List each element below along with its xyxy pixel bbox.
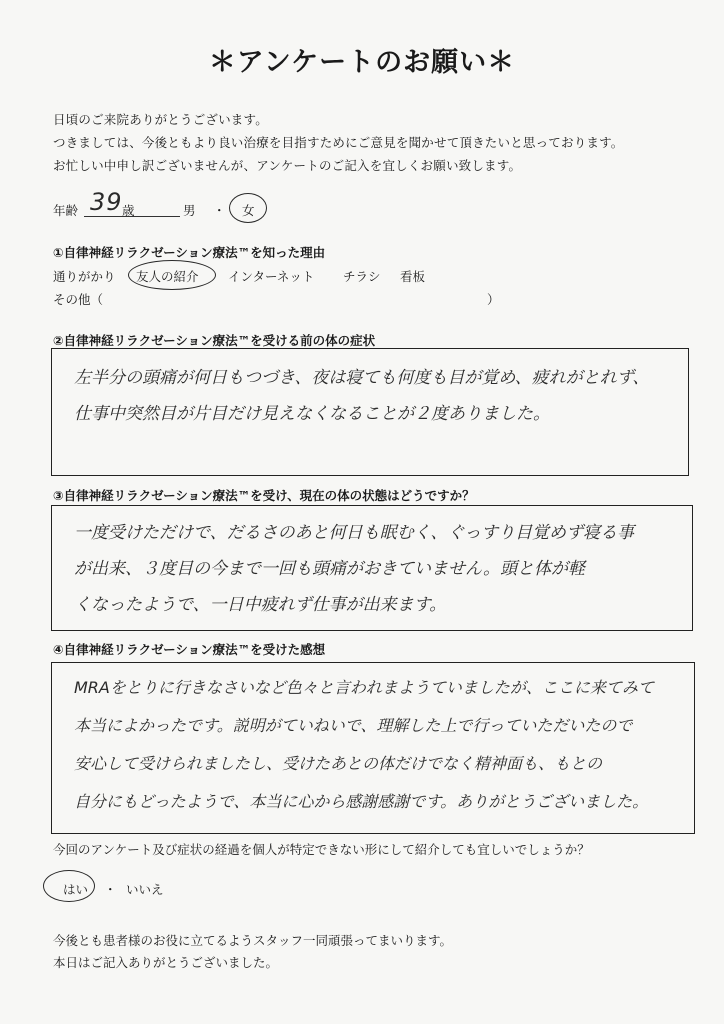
footer-line-2: 本日はご記入ありがとうございました。	[53, 955, 279, 970]
consent-no[interactable]: いいえ	[126, 882, 164, 897]
q4-answer-line-3: 安心して受けられましたし、受けたあとの体だけでなく精神面も、もとの	[74, 754, 603, 773]
q2-label: ②自律神経リラクゼーション療法™を受ける前の体の症状	[53, 333, 376, 348]
q1-option-internet[interactable]: インターネット	[228, 269, 315, 284]
q1-option-passing[interactable]: 通りがかり	[53, 269, 116, 284]
footer-line-1: 今後とも患者様のお役に立てるようスタッフ一同頑張ってまいります。	[53, 933, 453, 948]
q4-label: ④自律神経リラクゼーション療法™を受けた感想	[53, 642, 326, 657]
q1-label: ①自律神経リラクゼーション療法™を知った理由	[53, 245, 326, 260]
intro-line-3: お忙しい中申し訳ございませんが、アンケートのご記入を宜しくお願い致します。	[53, 158, 522, 173]
q4-answer-line-1: MRAをとりに行きなさいなど色々と言われまようていましたが、ここに来てみて	[74, 678, 654, 697]
gender-separator: ・	[213, 203, 226, 218]
q3-answer-line-3: くなったようで、一日中疲れず仕事が出来ます。	[74, 595, 447, 615]
gender-female[interactable]: 女	[242, 203, 255, 218]
q1-selected-circle	[128, 260, 216, 290]
q4-answer-box[interactable]	[51, 662, 695, 834]
q1-option-friend[interactable]: 友人の紹介	[136, 269, 199, 284]
q3-label: ③自律神経リラクゼーション療法™を受け、現在の体の状態はどうですか？	[53, 488, 475, 503]
consent-selected-circle	[43, 870, 95, 902]
age-value[interactable]: 39	[90, 188, 123, 216]
intro-line-2: つきましては、今後ともより良い治療を目指すためにご意見を聞かせて頂きたいと思っております。	[53, 135, 624, 150]
consent-yes[interactable]: はい	[63, 882, 89, 897]
q2-answer-line-1: 左半分の頭痛が何日もつづき、夜は寝ても何度も目が覚め、疲れがとれず、	[74, 368, 650, 388]
q2-answer-box[interactable]	[51, 348, 689, 476]
q3-answer-box[interactable]	[51, 505, 693, 631]
age-unit: 歳	[122, 203, 135, 218]
q4-answer-line-2: 本当によかったです。説明がていねいで、理解した上で行っていただいたので	[74, 716, 633, 735]
q1-option-flyer[interactable]: チラシ	[343, 269, 381, 284]
q1-other-close: ）	[487, 292, 500, 307]
consent-question: 今回のアンケート及び症状の経過を個人が特定できない形にして紹介しても宜しいでしょうか？	[53, 842, 590, 857]
q1-option-sign[interactable]: 看板	[400, 269, 426, 284]
page-title: ＊アンケートのお願い＊	[208, 47, 516, 78]
intro-line-1: 日頃のご来院ありがとうございます。	[53, 112, 268, 127]
q3-answer-line-1: 一度受けただけで、だるさのあと何日も眠むく、ぐっすり目覚めず寝る事	[74, 523, 634, 543]
gender-selected-circle	[229, 193, 267, 223]
consent-separator: ・	[104, 882, 117, 897]
q4-answer-line-4: 自分にもどったようで、本当に心から感謝感謝です。ありがとうございました。	[74, 792, 649, 811]
q2-answer-line-2: 仕事中突然目が片目だけ見えなくなることが２度ありました。	[74, 404, 550, 424]
q3-answer-line-2: が出来、３度目の今まで一回も頭痛がおきていません。頭と体が軽	[74, 559, 586, 579]
q1-other-label: その他（	[53, 292, 104, 307]
age-label: 年齢	[53, 203, 79, 218]
gender-male[interactable]: 男	[183, 203, 196, 218]
